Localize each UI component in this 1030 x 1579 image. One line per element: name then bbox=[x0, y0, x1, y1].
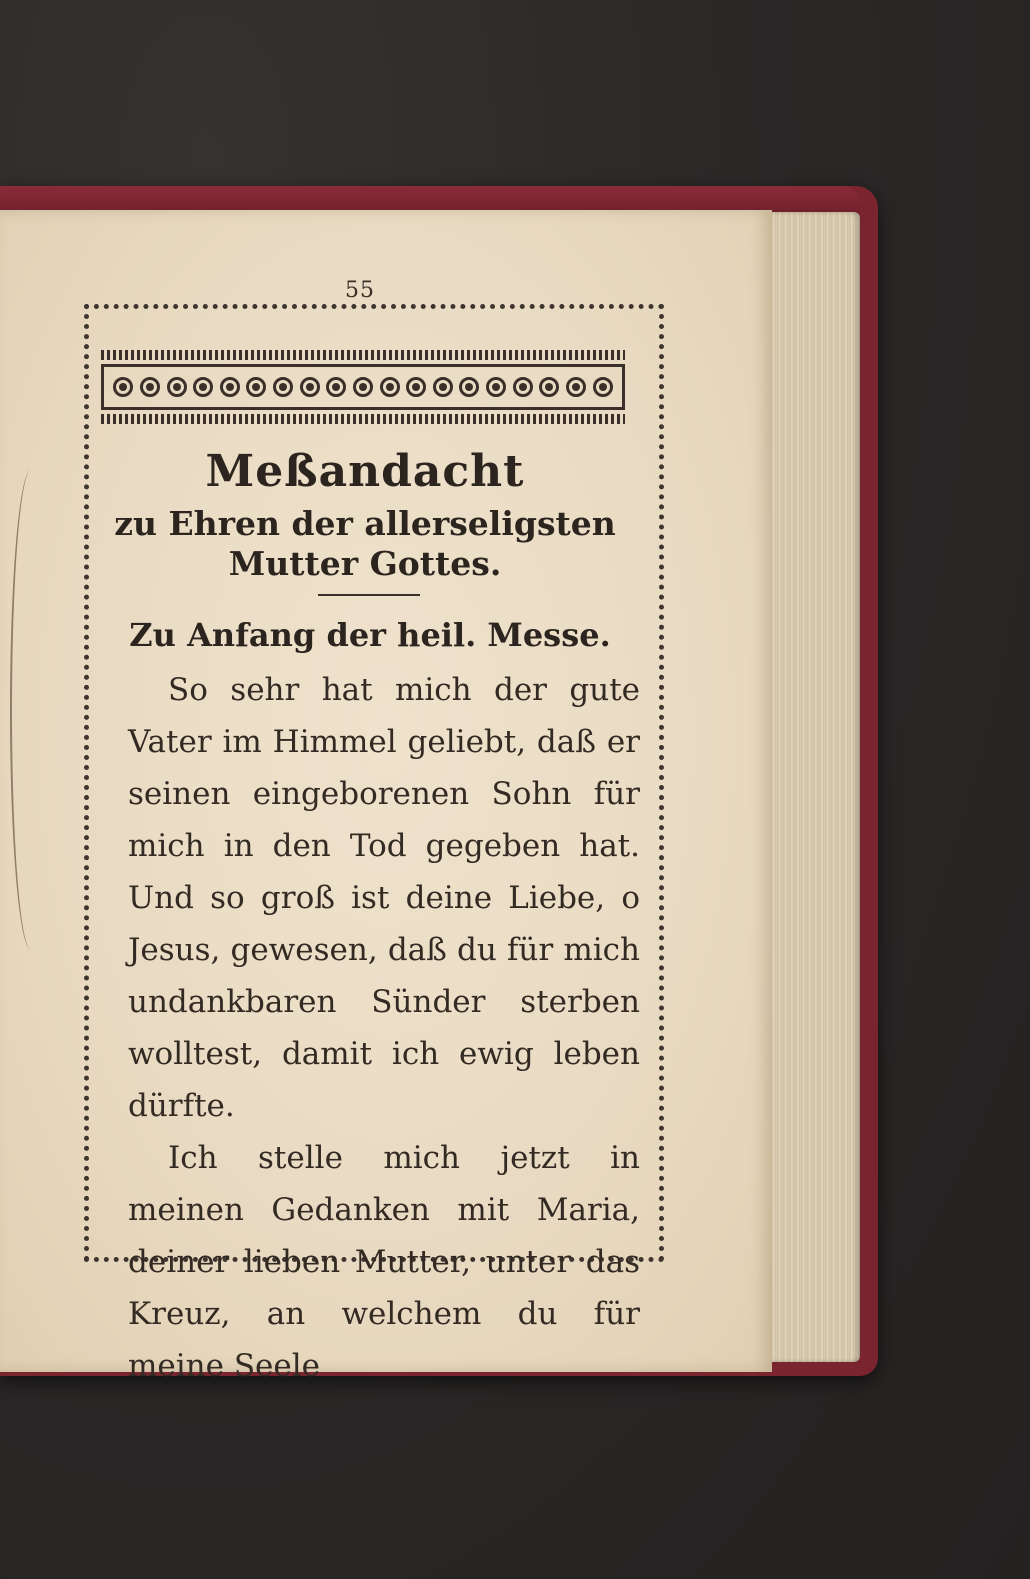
scroll-ornament-icon bbox=[459, 377, 479, 397]
page-subtitle bbox=[100, 504, 630, 584]
paragraph-1: So sehr hat mich der gute Vater im Himmel geliebt, daß er seinen eingeborenen Sohn für mich in den Tod gegeben hat. Und so groß ist deine Liebe, o Jesus, gewesen, daß du für mich undankbaren Sünder sterben wolltest, damit ich ewig leben dürfte. bbox=[128, 672, 640, 1124]
scroll-ornament-icon bbox=[140, 377, 160, 397]
scroll-ornament-icon bbox=[566, 377, 586, 397]
scroll-ornament-icon bbox=[513, 377, 533, 397]
scroll-ornament-icon bbox=[167, 377, 187, 397]
body-text bbox=[128, 664, 640, 1392]
section-heading: Zu Anfang der heil. Messe. bbox=[129, 616, 611, 654]
scroll-ornament-icon bbox=[193, 377, 213, 397]
scroll-ornament-icon bbox=[300, 377, 320, 397]
page-number: 55 bbox=[345, 278, 375, 303]
subtitle-line-2: Mutter Gottes. bbox=[228, 544, 502, 583]
scroll-ornament-icon bbox=[593, 377, 613, 397]
scroll-ornament-icon bbox=[220, 377, 240, 397]
scroll-ornament-icon bbox=[246, 377, 266, 397]
ornamental-header-band bbox=[101, 350, 625, 426]
ornament-rule-top bbox=[101, 350, 625, 360]
ornament-scroll-band bbox=[101, 364, 625, 410]
scroll-ornament-icon bbox=[433, 377, 453, 397]
scroll-ornament-icon bbox=[353, 377, 373, 397]
page-title: Meßandacht bbox=[205, 446, 525, 497]
scroll-ornament-icon bbox=[273, 377, 293, 397]
subtitle-line-1: zu Ehren der allerseligsten bbox=[114, 504, 616, 543]
paragraph-2: Ich stelle mich jetzt in meinen Gedanken mit Maria, deiner lieben Mutter, unter das Kreuz, an welchem du für meine Seele bbox=[128, 1140, 640, 1384]
scroll-ornament-icon bbox=[406, 377, 426, 397]
scroll-ornament-icon bbox=[486, 377, 506, 397]
ornament-rule-bottom bbox=[101, 414, 625, 424]
title-divider bbox=[318, 594, 420, 596]
scroll-ornament-icon bbox=[113, 377, 133, 397]
scroll-ornament-icon bbox=[326, 377, 346, 397]
scroll-ornament-icon bbox=[539, 377, 559, 397]
bookmark-thread bbox=[10, 470, 52, 950]
scroll-ornament-icon bbox=[380, 377, 400, 397]
